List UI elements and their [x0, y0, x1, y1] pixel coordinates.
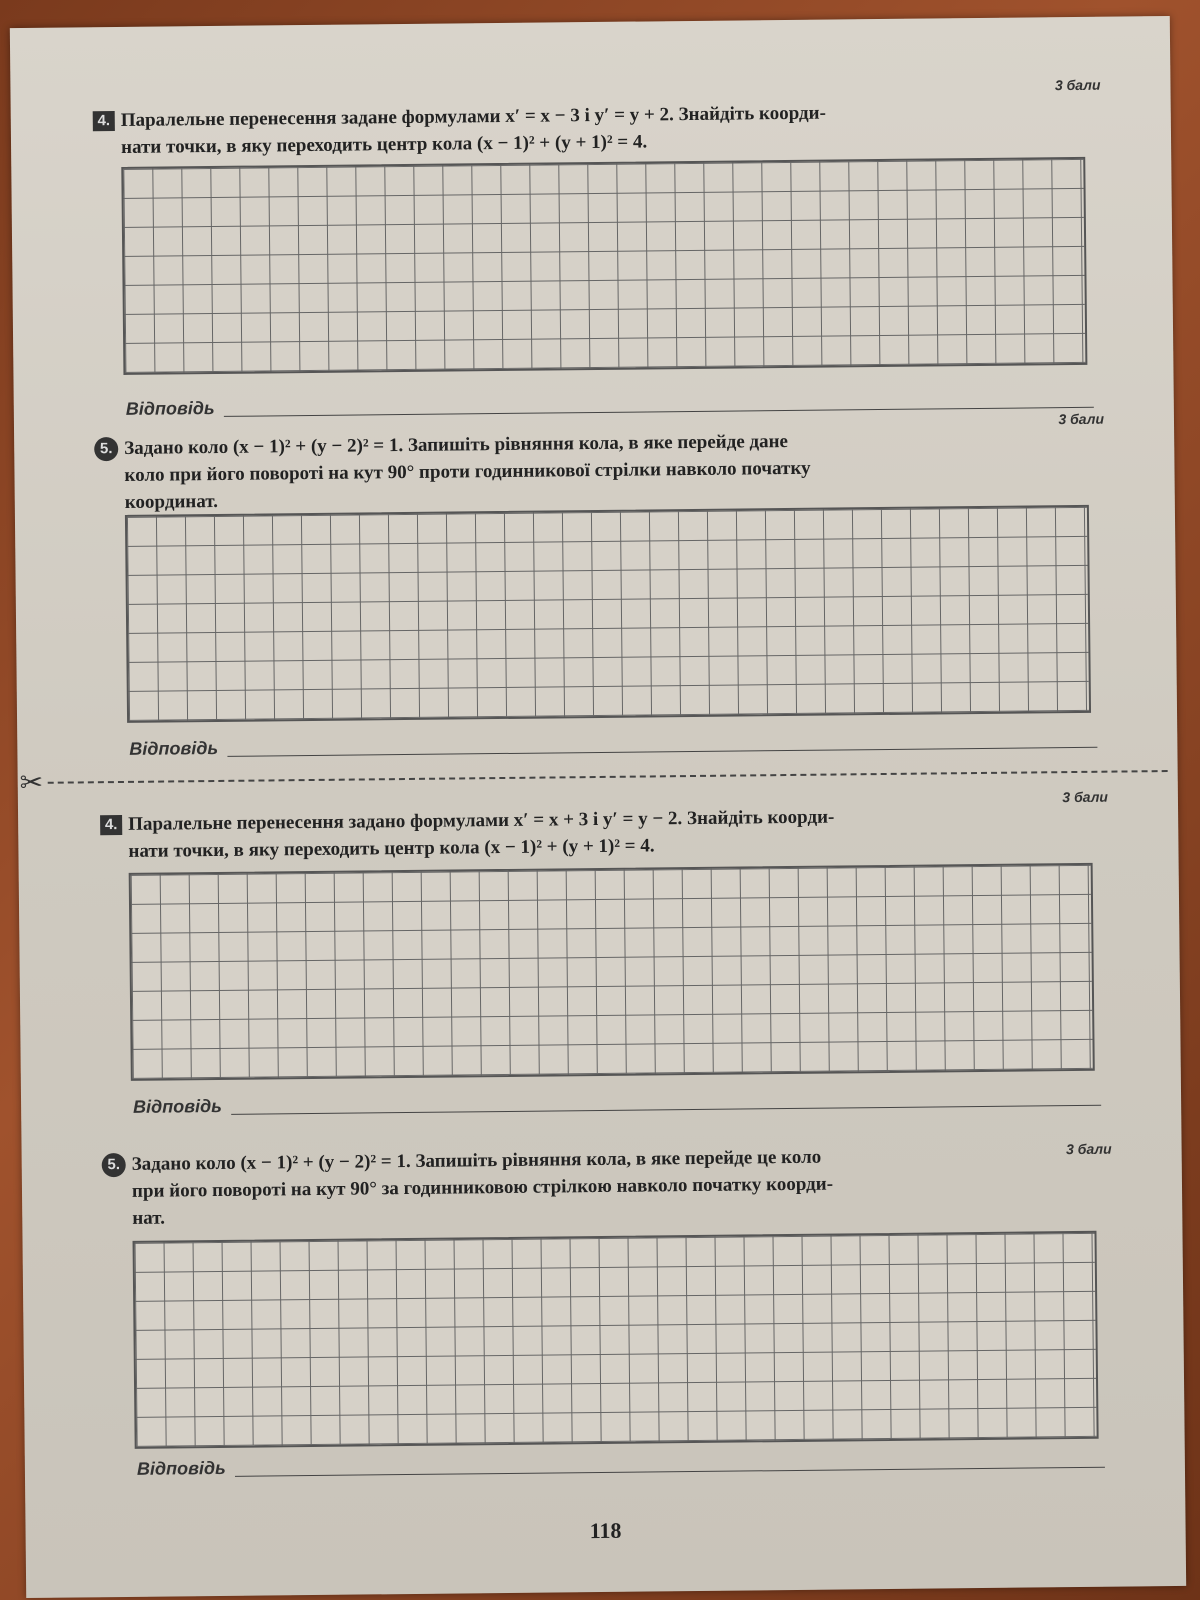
task-block-5b [21, 1126, 1181, 1229]
task-text [104, 801, 1049, 865]
workbook-page [10, 16, 1186, 1598]
points-label: 3 бали [1065, 1140, 1112, 1158]
task-number: 5. [102, 1153, 126, 1177]
task-line: нат. [132, 1207, 166, 1229]
task-line: Паралельне перенесення задано формулами x′ = x + 3 і y′ = y − 2. Знайдіть коорди- [128, 806, 835, 835]
task-line: Задано коло (x − 1)² + (y − 2)² = 1. Запишіть рівняння кола, в яке перейде дане [124, 430, 789, 459]
answer-line[interactable] [231, 1105, 1101, 1115]
task-number: 4. [93, 111, 115, 131]
task-line: коло при його повороті на кут 90° проти годинникової стрілки навколо початку [124, 457, 811, 486]
answer-line[interactable] [235, 1467, 1105, 1477]
points-label: 3 бали [1054, 76, 1101, 94]
task-text [97, 97, 1042, 161]
task-line: Паралельне перенесення задане формулами x′ = x − 3 і y′ = y + 2. Знайдіть коорди- [120, 102, 827, 131]
task-number: 5. [94, 437, 118, 461]
answer-label: Відповідь [136, 1457, 226, 1479]
task-line: нати точки, в яку переходить центр кола (x − 1)² + (y + 1)² = 4. [120, 131, 648, 158]
task-line: нати точки, в яку переходить центр кола (x − 1)² + (y + 1)² = 4. [128, 835, 655, 862]
cut-line [48, 770, 1168, 784]
scissors-icon: ✂ [19, 765, 44, 800]
task-line: Задано коло (x − 1)² + (y − 2)² = 1. Запишіть рівняння кола, в яке перейде це коло [131, 1146, 822, 1175]
answer-grid[interactable] [125, 505, 1091, 723]
task-text [107, 1141, 1053, 1232]
answer-label: Відповідь [125, 397, 215, 419]
page-number: 118 [589, 1517, 622, 1544]
task-line: при його повороті на кут 90° за годинниковою стрілкою навколо початку коорди- [131, 1173, 834, 1202]
points-label: 3 бали [1058, 410, 1105, 428]
answer-line[interactable] [227, 747, 1097, 757]
answer-grid[interactable] [129, 863, 1095, 1081]
task-number: 4. [100, 815, 122, 835]
task-text [99, 425, 1045, 516]
answer-grid[interactable] [133, 1231, 1099, 1449]
answer-line[interactable] [224, 407, 1094, 417]
task-line: координат. [124, 490, 219, 513]
answer-label: Відповідь [133, 1095, 223, 1117]
task-block-4b [18, 788, 1178, 862]
answer-label: Відповідь [129, 737, 219, 759]
task-block-4a [10, 76, 1170, 158]
points-label: 3 бали [1062, 788, 1109, 806]
answer-grid[interactable] [121, 157, 1087, 375]
